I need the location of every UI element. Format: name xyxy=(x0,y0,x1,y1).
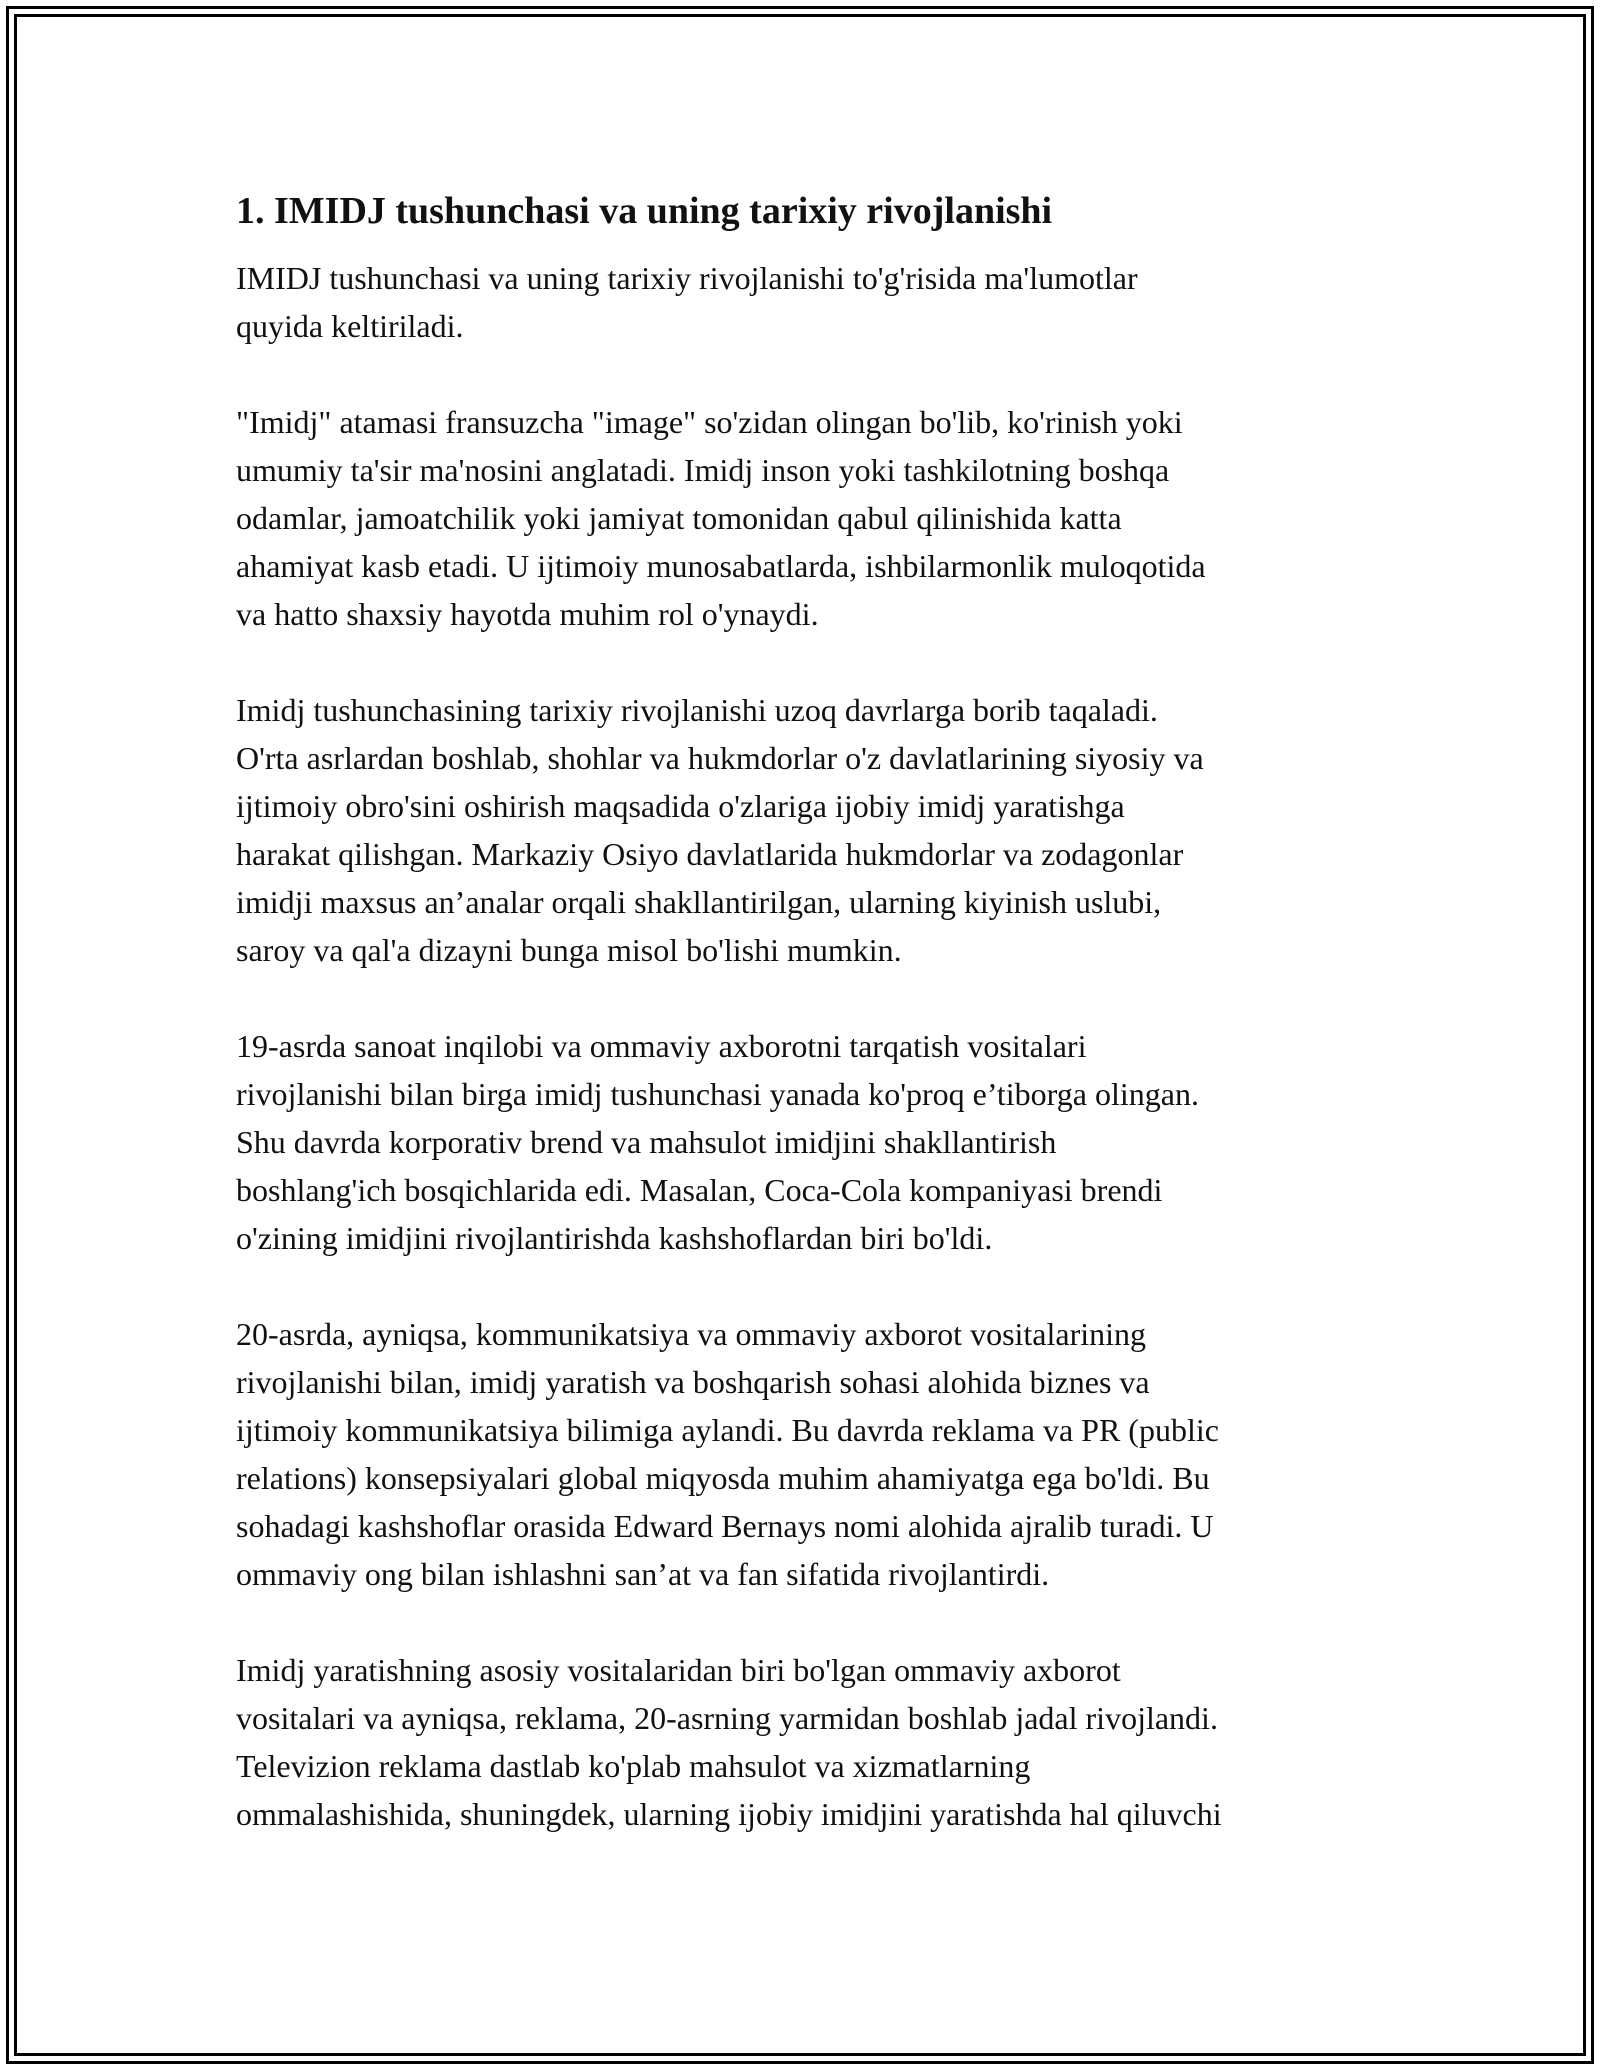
paragraph-media-advertising: Imidj yaratishning asosiy vositalaridan biri bo'lgan ommaviy axborot vositalari va ayniqsa, reklama, 20-asrning yarmidan boshlab jadal rivojlandi. Televizion reklama dastlab ko'plab mahsulot va xizmatlarning ommalashishida, shuningdek, ularning ijobiy imidjini yaratishda hal qiluvchi xyxy=(236,1652,1222,1833)
paragraph-19th-century: 19-asrda sanoat inqilobi va ommaviy axborotni tarqatish vositalari rivojlanishi bilan birga imidj tushunchasi yanada ko'proq e’tiborga olingan. Shu davrda korporativ brend va mahsulot imidjini shakllantirish boshlang'ich bosqichlarida edi. Masalan, Coca-Cola kompaniyasi brendi o'zining imidjini rivojlantirishda kashshoflardan biri bo'ldi. xyxy=(236,1028,1199,1257)
paragraph-history-medieval: Imidj tushunchasining tarixiy rivojlanishi uzoq davrlarga borib taqaladi. O'rta asrlardan boshlab, shohlar va hukmdorlar o'z davlatlarining siyosiy va ijtimoiy obro'sini oshirish maqsadida o'zlariga ijobiy imidj yaratishga harakat qilishgan. Markaziy Osiyo davlatlarida hukmdorlar va zodagonlar imidji maxsus an’analar orqali shakllantirilgan, ularning kiyinish uslubi, saroy va qal'a dizayni bunga misol bo'lishi mumkin. xyxy=(236,692,1204,969)
paragraph-20th-century: 20-asrda, ayniqsa, kommunikatsiya va ommaviy axborot vositalarining rivojlanishi bilan, imidj yaratish va boshqarish sohasi alohida biznes va ijtimoiy kommunikatsiya bilimiga aylandi. Bu davrda reklama va PR (public relations) konsepsiyalari global miqyosda muhim ahamiyatga ega bo'ldi. Bu sohadagi kashshoflar orasida Edward Bernays nomi alohida ajralib turadi. U ommaviy ong bilan ishlashni san’at va fan sifatida rivojlantirdi. xyxy=(236,1316,1219,1593)
paragraph-intro: IMIDJ tushunchasi va uning tarixiy rivojlanishi to'g'risida ma'lumotlar quyida keltiriladi. xyxy=(236,260,1138,345)
paragraph-definition: "Imidj" atamasi fransuzcha "image" so'zidan olingan bo'lib, ko'rinish yoki umumiy ta'sir ma'nosini anglatadi. Imidj inson yoki tashkilotning boshqa odamlar, jamoatchilik yoki jamiyat tomonidan qabul qilinishida katta ahamiyat kasb etadi. U ijtimoiy munosabatlarda, ishbilarmonlik muloqotida va hatto shaxsiy hayotda muhim rol o'ynaydi. xyxy=(236,404,1206,633)
section-heading: 1. IMIDJ tushunchasi va uning tarixiy rivojlanishi xyxy=(236,190,1053,232)
document-body xyxy=(236,187,1366,1886)
